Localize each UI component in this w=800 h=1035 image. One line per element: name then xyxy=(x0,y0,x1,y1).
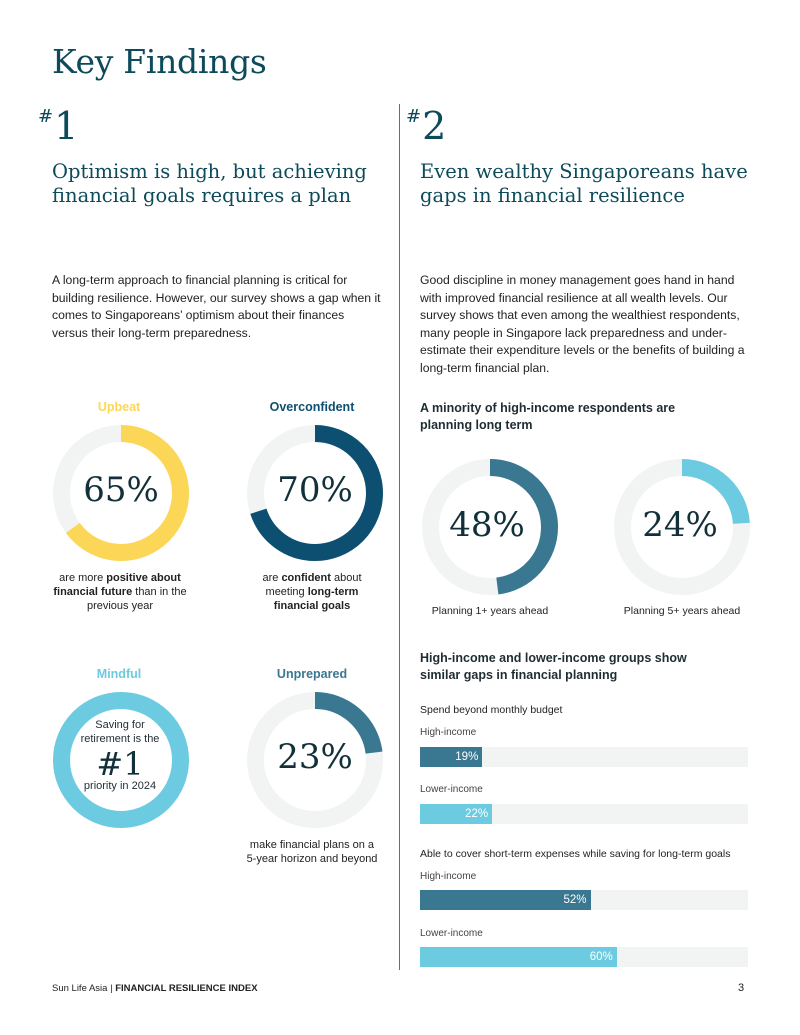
cover-title: Able to cover short-term expenses while saving for long-term goals xyxy=(420,848,731,860)
finding-1-headline: Optimism is high, but achieving financial goals requires a plan xyxy=(52,160,367,207)
spend-high-bar xyxy=(420,747,482,767)
footer-brand-bold: FINANCIAL RESILIENCE INDEX xyxy=(115,983,258,994)
finding-number-1 xyxy=(38,104,78,148)
unprepared-value: 23% xyxy=(277,737,353,777)
planning-5-caption: Planning 5+ years ahead xyxy=(623,605,741,617)
footer-brand xyxy=(52,983,258,994)
spend-high-label: High-income xyxy=(420,727,477,738)
mindful-label: Mindful xyxy=(96,667,142,681)
spend-title: Spend beyond monthly budget xyxy=(420,704,563,716)
caption-text: are xyxy=(262,572,282,584)
upbeat-value: 65% xyxy=(83,470,159,510)
upbeat-caption xyxy=(46,571,194,613)
planning-1-caption: Planning 1+ years ahead xyxy=(431,605,549,617)
spend-low-label: Lower-income xyxy=(420,784,483,795)
cover-high-label: High-income xyxy=(420,871,477,882)
upbeat-label: Upbeat xyxy=(97,400,141,414)
page-number: 3 xyxy=(738,982,745,994)
unprepared-caption: make financial plans on a 5-year horizon and beyond xyxy=(246,839,378,865)
page-title: Key Findings xyxy=(52,42,267,81)
finding-number-value: 2 xyxy=(422,104,447,148)
cover-low-value: 60% xyxy=(589,951,613,963)
spend-high-value: 19% xyxy=(455,751,479,763)
caption-text: than in the previous year xyxy=(86,586,187,612)
mindful-rank: #1 xyxy=(96,745,144,783)
cover-low-label: Lower-income xyxy=(420,928,483,939)
finding-2-headline: Even wealthy Singaporeans have gaps in financial resilience xyxy=(420,160,748,207)
mindful-text-top: Saving for retirement is the xyxy=(80,719,160,745)
mindful-text-bottom: priority in 2024 xyxy=(83,780,157,792)
finding-1-body: A long-term approach to financial planning is critical for building resilience. However, our survey shows a gap when it comes to Singaporeans’ optimism about their finances versus their long-term preparedness. xyxy=(52,273,381,340)
unprepared-label: Unprepared xyxy=(276,667,348,681)
footer-brand-text: Sun Life Asia | xyxy=(52,983,116,994)
minority-title: A minority of high-income respondents are planning long term xyxy=(420,401,676,432)
caption-text: are more xyxy=(59,572,107,584)
hash-prefix: # xyxy=(406,106,422,127)
cover-high-value: 52% xyxy=(563,894,587,906)
finding-2-body: Good discipline in money management goes hand in hand with improved financial resilience at all wealth levels. Our survey shows that even among the wealthiest respondents, many people in Singapore lack preparedness and under-estimate their expenditure levels or the benefits of building a long-term financial plan. xyxy=(420,273,745,375)
planning-1-value: 48% xyxy=(449,505,525,545)
finding-number-value: 1 xyxy=(54,104,79,148)
caption-bold: confident xyxy=(281,572,331,584)
caption-bold: positive about financial future xyxy=(53,572,181,598)
cover-high-bar xyxy=(420,890,591,910)
overconfident-value: 70% xyxy=(277,470,353,510)
planning-5-value: 24% xyxy=(642,505,718,545)
hash-prefix: # xyxy=(38,106,54,127)
caption-bold: long-term financial goals xyxy=(273,586,359,612)
cover-low-bar xyxy=(420,947,617,967)
spend-low-bar xyxy=(420,804,492,824)
groups-title: High-income and lower-income groups show similar gaps in financial planning xyxy=(420,651,687,682)
finding-number-2 xyxy=(406,104,446,148)
column-divider xyxy=(399,104,400,970)
overconfident-label: Overconfident xyxy=(269,400,355,414)
caption-text: about meeting xyxy=(265,572,362,598)
spend-low-value: 22% xyxy=(465,808,489,820)
overconfident-caption xyxy=(244,571,380,613)
